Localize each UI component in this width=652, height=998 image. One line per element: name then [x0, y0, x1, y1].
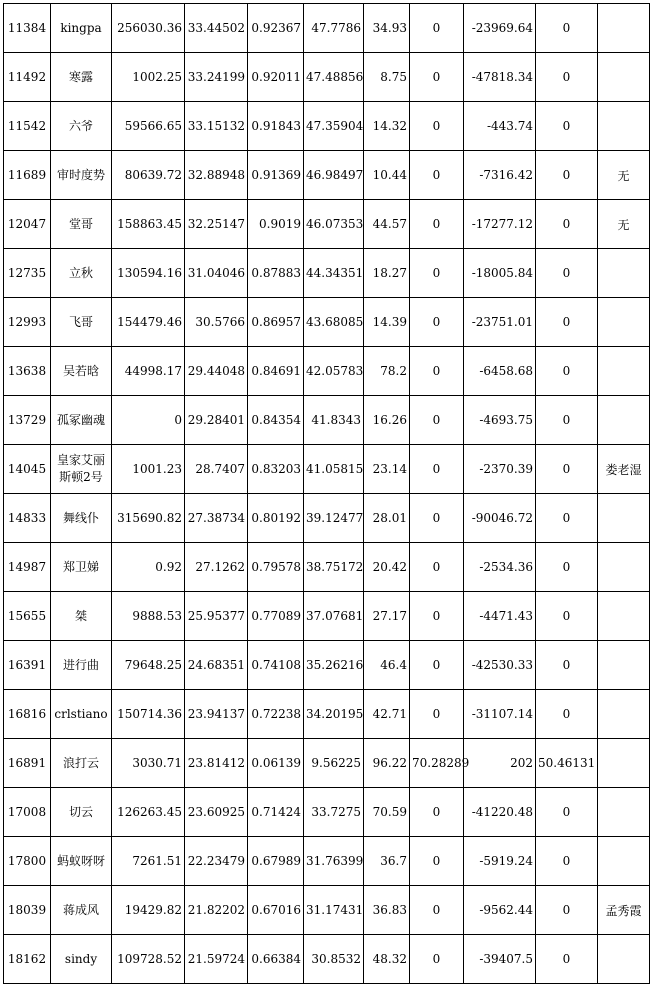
ratio-cell: 0.91369 [248, 151, 304, 200]
amount-cell: 109728.52 [112, 935, 185, 984]
name-cell: 堂哥 [51, 200, 112, 249]
table-row [4, 543, 650, 592]
name-cell: crlstiano [51, 690, 112, 739]
name-cell: 浪打云 [51, 739, 112, 788]
value1-cell: 30.5766 [185, 298, 248, 347]
table-row [4, 886, 650, 935]
value3-cell: 0 [410, 886, 464, 935]
value1-cell: 23.81412 [185, 739, 248, 788]
value3-cell: 0 [410, 837, 464, 886]
name-cell: sindy [51, 935, 112, 984]
ratio-cell: 0.71424 [248, 788, 304, 837]
amount-cell: 59566.65 [112, 102, 185, 151]
value2-cell: 39.12477 [304, 494, 364, 543]
ratio-cell: 0.66384 [248, 935, 304, 984]
value4-cell: 0 [536, 935, 598, 984]
note-cell [598, 788, 650, 837]
note-cell [598, 347, 650, 396]
percent-cell: 14.39 [364, 298, 410, 347]
value2-cell: 46.98497 [304, 151, 364, 200]
value4-cell: 0 [536, 53, 598, 102]
name-cell: 皇家艾丽斯顿2号 [51, 445, 112, 494]
value4-cell: 0 [536, 788, 598, 837]
balance-cell: -443.74 [464, 102, 536, 151]
value3-cell: 70.28289 [410, 739, 464, 788]
ratio-cell: 0.80192 [248, 494, 304, 543]
name-cell: 飞哥 [51, 298, 112, 347]
value1-cell: 29.28401 [185, 396, 248, 445]
value2-cell: 41.05815 [304, 445, 364, 494]
ratio-cell: 0.72238 [248, 690, 304, 739]
id-cell: 11492 [4, 53, 51, 102]
amount-cell: 1002.25 [112, 53, 185, 102]
id-cell: 17008 [4, 788, 51, 837]
name-cell: kingpa [51, 4, 112, 53]
balance-cell: -2534.36 [464, 543, 536, 592]
name-cell: 桀 [51, 592, 112, 641]
note-cell [598, 298, 650, 347]
percent-cell: 20.42 [364, 543, 410, 592]
amount-cell: 0.92 [112, 543, 185, 592]
balance-cell: -39407.5 [464, 935, 536, 984]
amount-cell: 19429.82 [112, 886, 185, 935]
value2-cell: 47.35904 [304, 102, 364, 151]
value4-cell: 0 [536, 200, 598, 249]
balance-cell: -7316.42 [464, 151, 536, 200]
value2-cell: 31.76399 [304, 837, 364, 886]
ratio-cell: 0.92367 [248, 4, 304, 53]
id-cell: 11384 [4, 4, 51, 53]
value1-cell: 32.88948 [185, 151, 248, 200]
value1-cell: 21.59724 [185, 935, 248, 984]
amount-cell: 3030.71 [112, 739, 185, 788]
percent-cell: 18.27 [364, 249, 410, 298]
id-cell: 15655 [4, 592, 51, 641]
amount-cell: 256030.36 [112, 4, 185, 53]
amount-cell: 80639.72 [112, 151, 185, 200]
id-cell: 12993 [4, 298, 51, 347]
note-cell [598, 53, 650, 102]
value3-cell: 0 [410, 298, 464, 347]
percent-cell: 14.32 [364, 102, 410, 151]
value4-cell: 0 [536, 151, 598, 200]
id-cell: 18039 [4, 886, 51, 935]
amount-cell: 0 [112, 396, 185, 445]
note-cell [598, 396, 650, 445]
table-row [4, 739, 650, 788]
value3-cell: 0 [410, 396, 464, 445]
percent-cell: 28.01 [364, 494, 410, 543]
note-cell [598, 935, 650, 984]
amount-cell: 150714.36 [112, 690, 185, 739]
value3-cell: 0 [410, 151, 464, 200]
balance-cell: -4471.43 [464, 592, 536, 641]
balance-cell: -17277.12 [464, 200, 536, 249]
name-cell: 切云 [51, 788, 112, 837]
balance-cell: -9562.44 [464, 886, 536, 935]
value2-cell: 31.17431 [304, 886, 364, 935]
note-cell [598, 4, 650, 53]
balance-cell: -42530.33 [464, 641, 536, 690]
balance-cell: -47818.34 [464, 53, 536, 102]
value4-cell: 0 [536, 396, 598, 445]
value1-cell: 28.7407 [185, 445, 248, 494]
value1-cell: 21.82202 [185, 886, 248, 935]
amount-cell: 315690.82 [112, 494, 185, 543]
amount-cell: 126263.45 [112, 788, 185, 837]
ratio-cell: 0.67016 [248, 886, 304, 935]
balance-cell: -5919.24 [464, 837, 536, 886]
amount-cell: 154479.46 [112, 298, 185, 347]
id-cell: 13729 [4, 396, 51, 445]
id-cell: 11689 [4, 151, 51, 200]
note-cell [598, 494, 650, 543]
value4-cell: 0 [536, 249, 598, 298]
ratio-cell: 0.79578 [248, 543, 304, 592]
note-cell [598, 249, 650, 298]
ratio-cell: 0.83203 [248, 445, 304, 494]
value4-cell: 0 [536, 102, 598, 151]
value1-cell: 31.04046 [185, 249, 248, 298]
percent-cell: 96.22 [364, 739, 410, 788]
note-cell [598, 641, 650, 690]
value4-cell: 0 [536, 445, 598, 494]
note-cell [598, 592, 650, 641]
value2-cell: 44.34351 [304, 249, 364, 298]
value3-cell: 0 [410, 347, 464, 396]
value1-cell: 33.44502 [185, 4, 248, 53]
value1-cell: 25.95377 [185, 592, 248, 641]
value2-cell: 38.75172 [304, 543, 364, 592]
value2-cell: 42.05783 [304, 347, 364, 396]
percent-cell: 36.7 [364, 837, 410, 886]
table-row [4, 347, 650, 396]
value2-cell: 34.20195 [304, 690, 364, 739]
percent-cell: 27.17 [364, 592, 410, 641]
value1-cell: 33.24199 [185, 53, 248, 102]
percent-cell: 23.14 [364, 445, 410, 494]
value1-cell: 23.60925 [185, 788, 248, 837]
id-cell: 17800 [4, 837, 51, 886]
note-cell [598, 102, 650, 151]
table-row [4, 592, 650, 641]
note-cell [598, 739, 650, 788]
table-row [4, 151, 650, 200]
amount-cell: 44998.17 [112, 347, 185, 396]
percent-cell: 44.57 [364, 200, 410, 249]
value3-cell: 0 [410, 200, 464, 249]
amount-cell: 1001.23 [112, 445, 185, 494]
data-table [3, 3, 650, 984]
note-cell: 孟秀霞 [598, 886, 650, 935]
percent-cell: 48.32 [364, 935, 410, 984]
ratio-cell: 0.06139 [248, 739, 304, 788]
id-cell: 14833 [4, 494, 51, 543]
balance-cell: 202 [464, 739, 536, 788]
name-cell: 孤冢幽魂 [51, 396, 112, 445]
balance-cell: -6458.68 [464, 347, 536, 396]
value3-cell: 0 [410, 935, 464, 984]
value3-cell: 0 [410, 249, 464, 298]
amount-cell: 158863.45 [112, 200, 185, 249]
percent-cell: 34.93 [364, 4, 410, 53]
value1-cell: 27.38734 [185, 494, 248, 543]
table-row [4, 200, 650, 249]
id-cell: 16391 [4, 641, 51, 690]
percent-cell: 78.2 [364, 347, 410, 396]
amount-cell: 130594.16 [112, 249, 185, 298]
value4-cell: 0 [536, 592, 598, 641]
value1-cell: 22.23479 [185, 837, 248, 886]
value2-cell: 47.48856 [304, 53, 364, 102]
name-cell: 进行曲 [51, 641, 112, 690]
ratio-cell: 0.67989 [248, 837, 304, 886]
ratio-cell: 0.91843 [248, 102, 304, 151]
ratio-cell: 0.84691 [248, 347, 304, 396]
name-cell: 六爷 [51, 102, 112, 151]
name-cell: 舞线仆 [51, 494, 112, 543]
balance-cell: -41220.48 [464, 788, 536, 837]
id-cell: 16816 [4, 690, 51, 739]
percent-cell: 8.75 [364, 53, 410, 102]
table-row [4, 53, 650, 102]
value3-cell: 0 [410, 445, 464, 494]
value4-cell: 0 [536, 837, 598, 886]
name-cell: 蚂蚁呀呀 [51, 837, 112, 886]
value3-cell: 0 [410, 641, 464, 690]
value4-cell: 0 [536, 298, 598, 347]
table-row [4, 298, 650, 347]
ratio-cell: 0.74108 [248, 641, 304, 690]
value4-cell: 0 [536, 690, 598, 739]
value2-cell: 37.07681 [304, 592, 364, 641]
table-row [4, 837, 650, 886]
value4-cell: 0 [536, 494, 598, 543]
name-cell: 立秋 [51, 249, 112, 298]
note-cell [598, 690, 650, 739]
note-cell: 无 [598, 200, 650, 249]
table-row [4, 494, 650, 543]
balance-cell: -4693.75 [464, 396, 536, 445]
id-cell: 11542 [4, 102, 51, 151]
value1-cell: 24.68351 [185, 641, 248, 690]
id-cell: 12735 [4, 249, 51, 298]
value1-cell: 29.44048 [185, 347, 248, 396]
value3-cell: 0 [410, 788, 464, 837]
value4-cell: 0 [536, 4, 598, 53]
value3-cell: 0 [410, 592, 464, 641]
value1-cell: 27.1262 [185, 543, 248, 592]
value3-cell: 0 [410, 53, 464, 102]
percent-cell: 42.71 [364, 690, 410, 739]
value2-cell: 47.7786 [304, 4, 364, 53]
name-cell: 蒋成风 [51, 886, 112, 935]
balance-cell: -23969.64 [464, 4, 536, 53]
balance-cell: -2370.39 [464, 445, 536, 494]
value2-cell: 41.8343 [304, 396, 364, 445]
balance-cell: -90046.72 [464, 494, 536, 543]
table-row [4, 249, 650, 298]
value3-cell: 0 [410, 102, 464, 151]
value4-cell: 0 [536, 886, 598, 935]
table-row [4, 690, 650, 739]
note-cell [598, 837, 650, 886]
balance-cell: -23751.01 [464, 298, 536, 347]
percent-cell: 36.83 [364, 886, 410, 935]
value3-cell: 0 [410, 494, 464, 543]
table-row [4, 788, 650, 837]
table-row [4, 641, 650, 690]
note-cell: 无 [598, 151, 650, 200]
percent-cell: 16.26 [364, 396, 410, 445]
table-row [4, 4, 650, 53]
value1-cell: 33.15132 [185, 102, 248, 151]
note-cell: 娄老湿 [598, 445, 650, 494]
value2-cell: 33.7275 [304, 788, 364, 837]
ratio-cell: 0.77089 [248, 592, 304, 641]
value2-cell: 35.26216 [304, 641, 364, 690]
value3-cell: 0 [410, 543, 464, 592]
value1-cell: 23.94137 [185, 690, 248, 739]
id-cell: 12047 [4, 200, 51, 249]
ratio-cell: 0.86957 [248, 298, 304, 347]
name-cell: 吴若晗 [51, 347, 112, 396]
value4-cell: 50.46131 [536, 739, 598, 788]
table-row [4, 935, 650, 984]
value2-cell: 46.07353 [304, 200, 364, 249]
value2-cell: 30.8532 [304, 935, 364, 984]
value2-cell: 9.56225 [304, 739, 364, 788]
value4-cell: 0 [536, 347, 598, 396]
table-row [4, 396, 650, 445]
amount-cell: 9888.53 [112, 592, 185, 641]
value3-cell: 0 [410, 690, 464, 739]
percent-cell: 46.4 [364, 641, 410, 690]
ratio-cell: 0.9019 [248, 200, 304, 249]
percent-cell: 10.44 [364, 151, 410, 200]
note-cell [598, 543, 650, 592]
ratio-cell: 0.84354 [248, 396, 304, 445]
value2-cell: 43.68085 [304, 298, 364, 347]
ratio-cell: 0.92011 [248, 53, 304, 102]
id-cell: 18162 [4, 935, 51, 984]
id-cell: 14045 [4, 445, 51, 494]
percent-cell: 70.59 [364, 788, 410, 837]
amount-cell: 79648.25 [112, 641, 185, 690]
amount-cell: 7261.51 [112, 837, 185, 886]
value4-cell: 0 [536, 543, 598, 592]
table-row [4, 102, 650, 151]
value3-cell: 0 [410, 4, 464, 53]
name-cell: 郑卫娣 [51, 543, 112, 592]
ratio-cell: 0.87883 [248, 249, 304, 298]
balance-cell: -31107.14 [464, 690, 536, 739]
name-cell: 审时度势 [51, 151, 112, 200]
value4-cell: 0 [536, 641, 598, 690]
balance-cell: -18005.84 [464, 249, 536, 298]
id-cell: 13638 [4, 347, 51, 396]
id-cell: 14987 [4, 543, 51, 592]
name-cell: 寒露 [51, 53, 112, 102]
id-cell: 16891 [4, 739, 51, 788]
table-row [4, 445, 650, 494]
value1-cell: 32.25147 [185, 200, 248, 249]
